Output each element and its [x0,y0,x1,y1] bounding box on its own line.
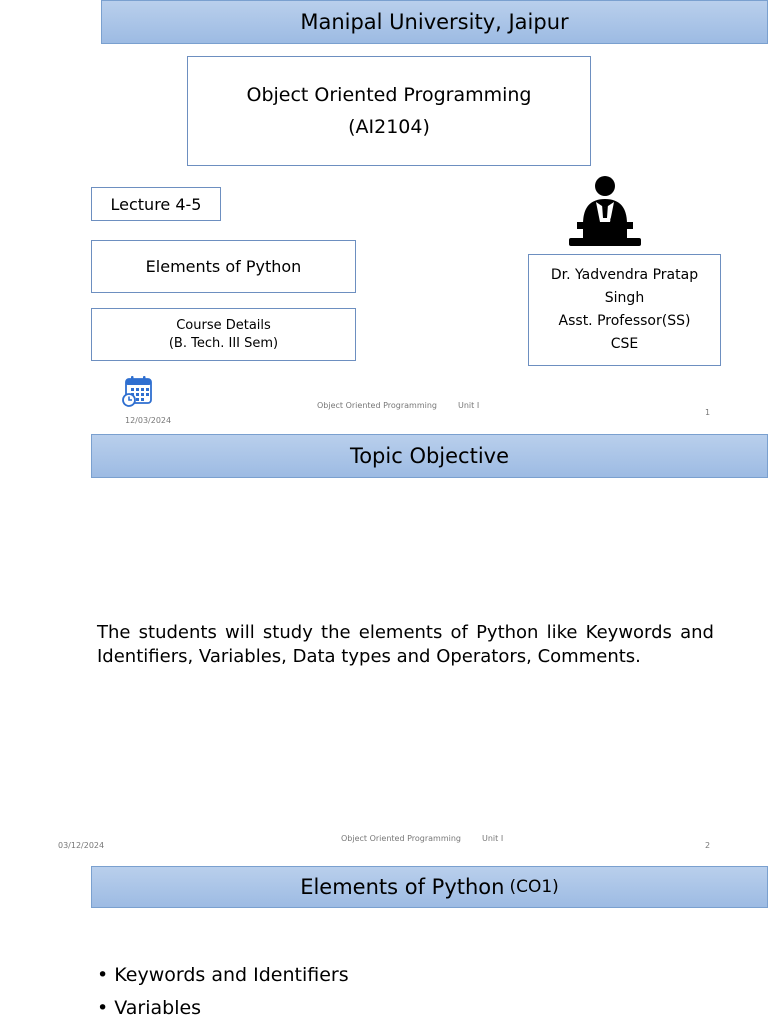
footer-page-number: 2 [705,841,711,850]
slide1-footer-unit [458,401,479,410]
footer-page-number: 1 [705,408,711,417]
slide2-footer-unit [482,834,503,843]
elements-list [97,959,597,1024]
calendar-icon [121,375,153,407]
course-title: Object Oriented Programming [246,84,532,106]
course-details-box [91,308,356,361]
elements-title: Elements of Python [300,875,505,899]
instructor-dept: CSE [610,336,639,352]
course-code: (AI2104) [348,116,430,138]
list-item: • Keywords and Identifiers [97,959,597,992]
lecture-label: Lecture 4-5 [110,194,202,214]
footer-course-text: Object Oriented Programming [341,834,461,843]
topic-objective-title: Topic Objective [349,444,510,468]
slide1-footer-page [705,408,710,417]
topic-box [91,240,356,293]
university-banner [101,0,768,44]
footer-unit-text: Unit I [458,401,480,410]
speaker-at-podium-icon [566,174,644,248]
list-item: • Variables [97,992,597,1024]
slide1-footer-course [317,401,437,410]
footer-course-text: Object Oriented Programming [317,401,437,410]
lecture-box [91,187,221,221]
objective-text: The students will study the elements of Python like Keywords and Identifiers, Variables, Data types and Operators, Comments. [97,622,714,667]
topic-objective-banner [91,434,768,478]
course-title-box [187,56,591,166]
instructor-title: Asst. Professor(SS) [558,313,691,329]
elements-banner [91,866,768,908]
footer-unit-text: Unit I [482,834,504,843]
slide2-footer-page [705,841,710,850]
slide2-footer-course [341,834,461,843]
topic-label: Elements of Python [145,257,302,276]
course-details-line2: (B. Tech. III Sem) [168,335,279,351]
slide2-footer-date [58,841,104,850]
university-name: Manipal University, Jaipur [300,10,569,34]
instructor-name: Dr. Yadvendra Pratap Singh [550,267,699,306]
footer-date-text: 12/03/2024 [125,416,172,425]
elements-title-co: (CO1) [509,877,559,897]
course-details-line1: Course Details [176,317,271,333]
footer-date-text: 03/12/2024 [58,841,105,850]
slide1-footer-date [125,416,171,425]
instructor-box [528,254,721,366]
